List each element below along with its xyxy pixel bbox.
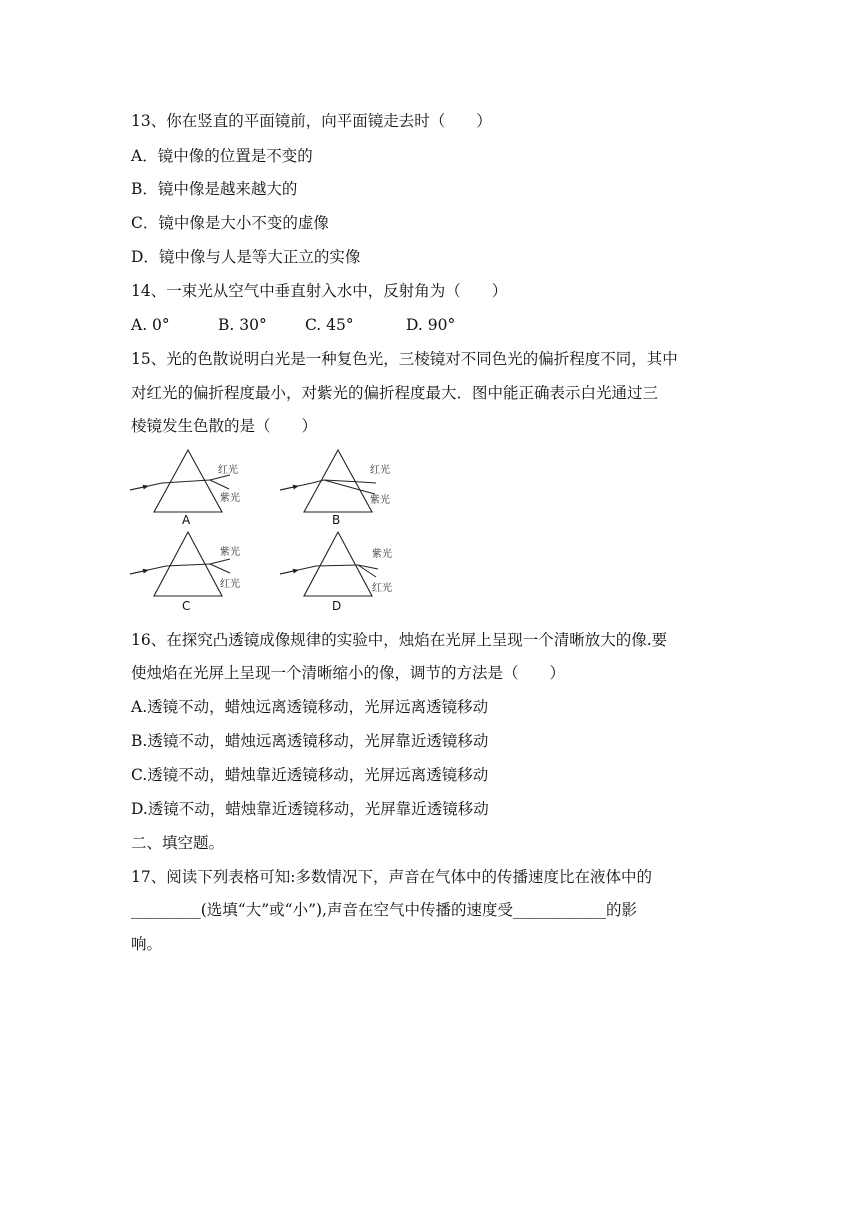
prism-c-caption: C <box>182 599 191 613</box>
prism-figure-c <box>130 532 240 613</box>
q13-option-a: A．镜中像的位置是不变的 <box>131 147 313 165</box>
prism-a-caption: A <box>182 513 191 527</box>
q16-stem-line-2: 使烛焰在光屏上呈现一个清晰缩小的像，调节的方法是（ ） <box>131 664 566 682</box>
section-heading-fill-in: 二、填空题。 <box>131 834 225 852</box>
prism-d-incident-ray <box>280 566 316 574</box>
q15-stem-line-3: 棱镜发生色散的是（ ） <box>131 417 318 435</box>
q16-option-a: A.透镜不动，蜡烛远离透镜移动，光屏远离透镜移动 <box>131 698 489 716</box>
prism-c-lower-label: 红光 <box>220 579 240 590</box>
prism-c-upper-label: 紫光 <box>220 547 240 558</box>
prism-b-upper-label: 红光 <box>370 465 390 476</box>
prism-d-triangle <box>304 532 372 596</box>
q16-option-b: B.透镜不动，蜡烛远离透镜移动，光屏靠近透镜移动 <box>131 732 489 750</box>
q16-option-c: C.透镜不动，蜡烛靠近透镜移动，光屏远离透镜移动 <box>131 766 489 784</box>
q14-option-a: A. 0° <box>131 316 170 334</box>
prism-d-upper-label: 紫光 <box>372 549 392 560</box>
q13-option-c: C．镜中像是大小不变的虚像 <box>131 214 329 232</box>
prism-c-inner-ray <box>166 564 210 566</box>
q16-stem-line-1: 16、在探究凸透镜成像规律的实验中，烛焰在光屏上呈现一个清晰放大的像.要 <box>131 631 668 649</box>
prism-c-lower-ray <box>210 564 230 573</box>
q15-stem-line-2: 对红光的偏折程度最小，对紫光的偏折程度最大．图中能正确表示白光通过三 <box>131 384 659 402</box>
q16-option-d: D.透镜不动，蜡烛靠近透镜移动，光屏靠近透镜移动 <box>131 800 489 818</box>
q14-stem: 14、一束光从空气中垂直射入水中，反射角为（ ） <box>131 282 508 300</box>
prism-d-inner-ray <box>316 565 358 566</box>
prism-d-lower-label: 红光 <box>372 583 392 594</box>
prism-figure-b <box>280 450 390 527</box>
q14-option-b: B. 30° <box>218 316 267 334</box>
q13-option-d: D．镜中像与人是等大正立的实像 <box>131 248 361 266</box>
prism-a-inner-ray <box>162 480 210 483</box>
prism-figure-d <box>280 532 392 613</box>
prism-b-lower-label: 紫光 <box>370 495 390 506</box>
prism-a-lower-ray <box>210 480 229 489</box>
prism-a-lower-label: 紫光 <box>220 493 240 504</box>
q17-line-2: _________(选填“大”或“小”),声音在空气中传播的速度受____________的影 <box>131 901 637 919</box>
prism-dispersion-figure <box>126 446 406 614</box>
q13-option-b: B．镜中像是越来越大的 <box>131 180 298 198</box>
q14-option-c: C. 45° <box>305 316 354 334</box>
q17-line-1: 17、阅读下列表格可知:多数情况下，声音在气体中的传播速度比在液体中的 <box>131 868 652 886</box>
q17-line-3: 响。 <box>131 935 163 953</box>
prism-a-upper-label: 红光 <box>218 465 238 476</box>
prism-figure-a <box>130 450 240 527</box>
prism-c-incident-ray <box>130 566 166 574</box>
prism-c-upper-ray <box>210 559 230 564</box>
prism-d-caption: D <box>332 599 342 613</box>
q14-option-d: D. 90° <box>406 316 456 334</box>
prism-b-caption: B <box>332 513 341 527</box>
q13-stem: 13、你在竖直的平面镜前，向平面镜走去时（ ） <box>131 112 492 130</box>
prism-b-incident-ray <box>280 483 312 490</box>
q14-options <box>131 314 455 336</box>
q15-stem-line-1: 15、光的色散说明白光是一种复色光，三棱镜对不同色光的偏折程度不同，其中 <box>131 350 678 368</box>
